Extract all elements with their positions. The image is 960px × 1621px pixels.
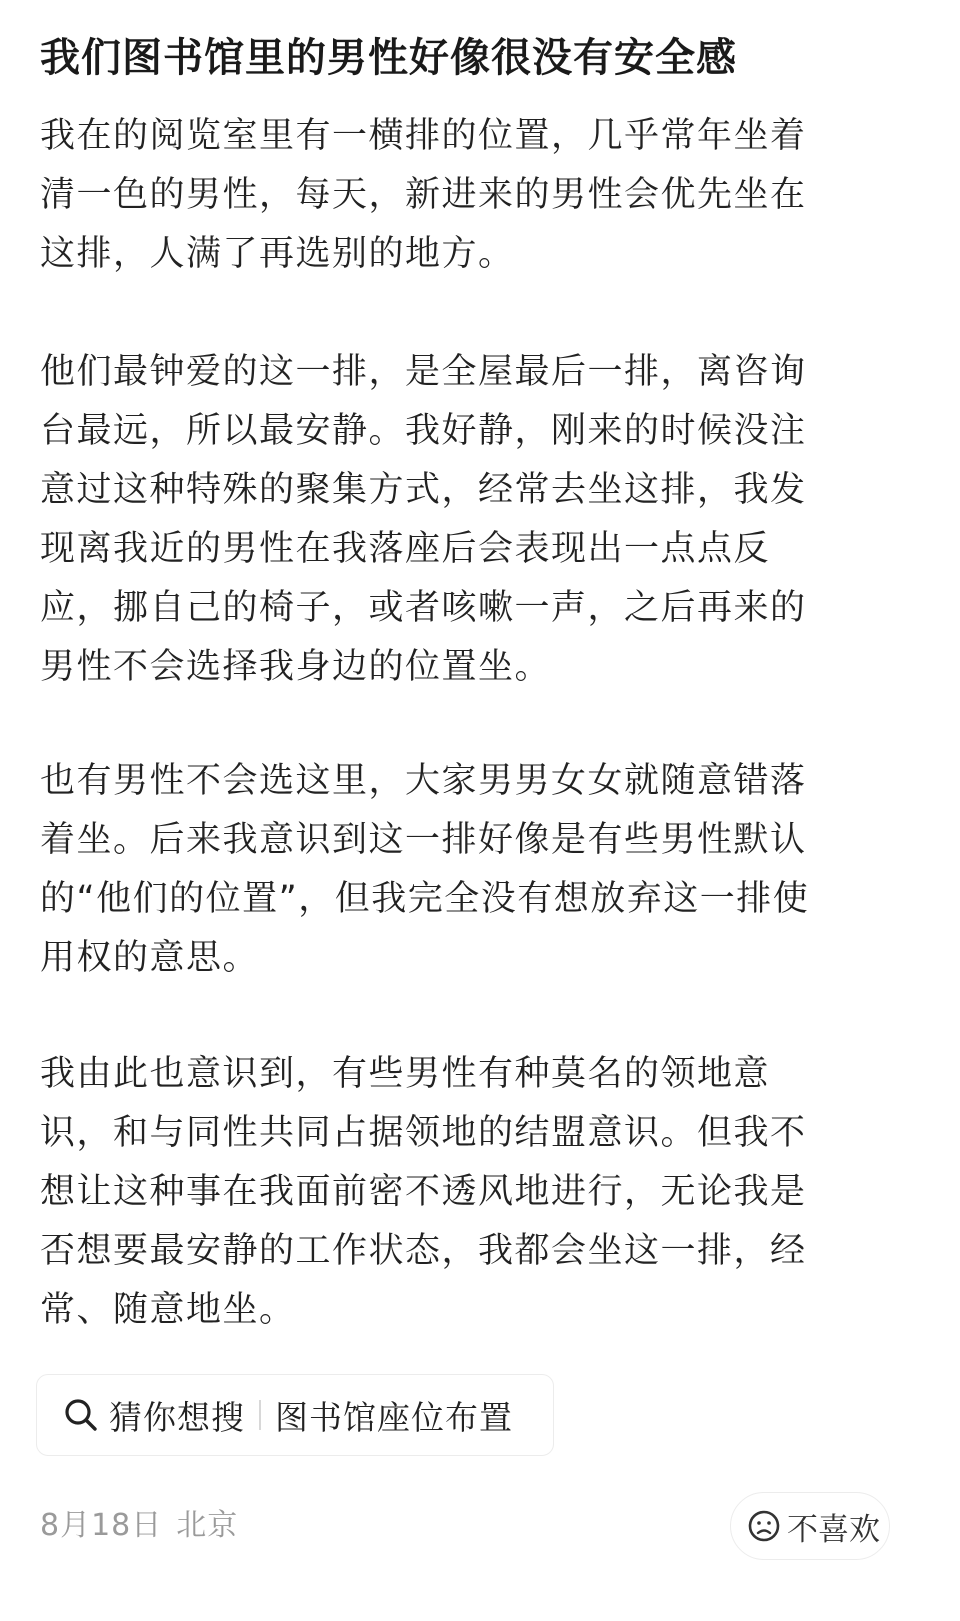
paragraph-line: 常、随意地坐。 <box>40 1290 296 1330</box>
paragraph-line: 的“他们的位置”，但我完全没有想放弃这一排使 <box>40 879 810 919</box>
dislike-button[interactable] <box>730 1492 890 1560</box>
search-suggestion-button[interactable] <box>36 1374 554 1456</box>
search-suggestion-prefix: 猜你想搜 <box>109 1397 245 1437</box>
paragraph-line: 我在的阅览室里有一横排的位置，几乎常年坐着 <box>40 116 807 156</box>
post-date: 8月18日 <box>40 1508 163 1543</box>
paragraph-line: 也有男性不会选这里，大家男男女女就随意错落 <box>40 761 807 801</box>
search-suggestion-query: 图书馆座位布置 <box>275 1397 513 1437</box>
paragraph-1 <box>40 107 880 284</box>
paragraph-line: 男性不会选择我身边的位置坐。 <box>40 647 552 687</box>
divider <box>259 1400 261 1430</box>
paragraph-line: 否想要最安静的工作状态，我都会坐这一排，经 <box>40 1231 807 1271</box>
post-title: 我们图书馆里的男性好像很没有安全感 <box>40 35 737 81</box>
search-icon <box>63 1397 99 1433</box>
paragraph-line: 他们最钟爱的这一排，是全屋最后一排，离咨询 <box>40 352 807 392</box>
paragraph-line: 着坐。后来我意识到这一排好像是有些男性默认 <box>40 820 807 860</box>
paragraph-line: 这排，人满了再选别的地方。 <box>40 234 515 274</box>
paragraph-line: 识，和与同性共同占据领地的结盟意识。但我不 <box>40 1113 807 1153</box>
sad-face-icon <box>747 1509 781 1543</box>
paragraph-line: 清一色的男性，每天，新进来的男性会优先坐在 <box>40 175 807 215</box>
paragraph-3 <box>40 752 880 988</box>
paragraph-4 <box>40 1045 880 1340</box>
paragraph-line: 想让这种事在我面前密不透风地进行，无论我是 <box>40 1172 807 1212</box>
paragraph-2 <box>40 343 880 697</box>
paragraph-line: 用权的意思。 <box>40 938 260 978</box>
dislike-label: 不喜欢 <box>787 1511 880 1548</box>
paragraph-line: 意过这种特殊的聚集方式，经常去坐这排，我发 <box>40 470 807 510</box>
paragraph-line: 我由此也意识到，有些男性有种莫名的领地意 <box>40 1054 771 1094</box>
paragraph-line: 台最远，所以最安静。我好静，刚来的时候没注 <box>40 411 807 451</box>
paragraph-line: 应，挪自己的椅子，或者咳嗽一声，之后再来的 <box>40 588 807 628</box>
paragraph-line: 现离我近的男性在我落座后会表现出一点点反 <box>40 529 771 569</box>
post-location: 北京 <box>176 1508 239 1543</box>
post-meta <box>40 1500 238 1544</box>
